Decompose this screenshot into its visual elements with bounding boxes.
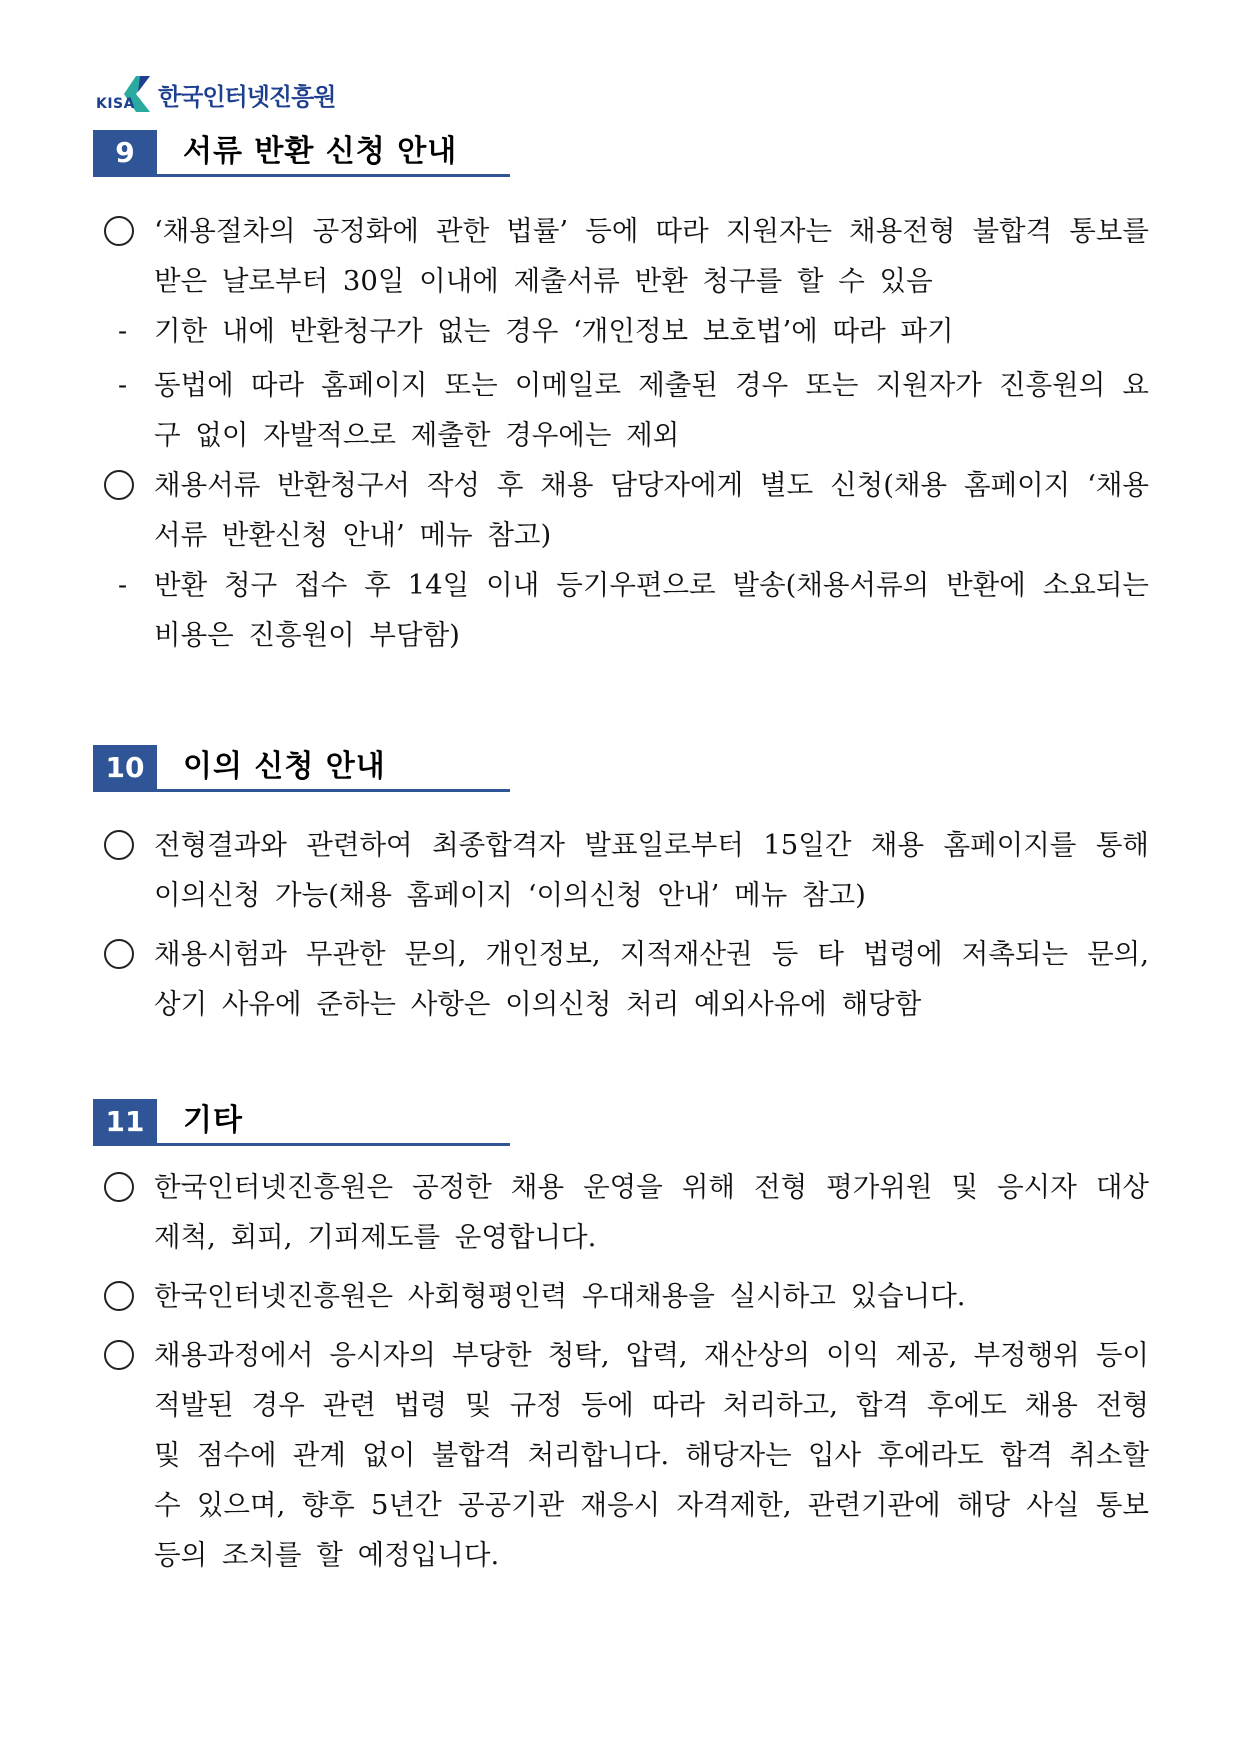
list-item [104, 820, 1149, 920]
circle-bullet-icon [104, 470, 134, 500]
item-text: 반환 청구 접수 후 14일 이내 등기우편으로 발송(채용서류의 반환에 소요되는 비용은 진흥원이 부담함) [154, 569, 1149, 651]
section-title: 서류 반환 신청 안내 [183, 134, 458, 169]
kisa-logo-mark [96, 72, 154, 116]
circle-bullet-icon [104, 1281, 134, 1311]
list-item [104, 1271, 1149, 1321]
item-text: 한국인터넷진흥원은 공정한 채용 운영을 위해 전형 평가위원 및 응시자 대상 제척, 회피, 기피제도를 운영합니다. [154, 1171, 1149, 1253]
section-header-11 [93, 1099, 510, 1146]
list-item [104, 360, 1149, 460]
item-text: 기한 내에 반환청구가 없는 경우 ‘개인정보 보호법’에 따라 파기 [154, 315, 954, 347]
circle-bullet-icon [104, 1172, 134, 1202]
list-item [104, 206, 1149, 306]
dash-bullet-icon: - [118, 370, 128, 401]
item-text: 채용서류 반환청구서 작성 후 채용 담당자에게 별도 신청(채용 홈페이지 ‘채용서류 반환신청 안내’ 메뉴 참고) [154, 469, 1149, 551]
logo-name: 한국인터넷진흥원 [158, 82, 336, 111]
section-number: 9 [93, 130, 157, 174]
item-text: ‘채용절차의 공정화에 관한 법률’ 등에 따라 지원자는 채용전형 불합격 통보를 받은 날로부터 30일 이내에 제출서류 반환 청구를 할 수 있음 [154, 215, 1149, 297]
circle-bullet-icon [104, 1340, 134, 1370]
section-number: 11 [93, 1099, 157, 1143]
circle-bullet-icon [104, 939, 134, 969]
circle-bullet-icon [104, 830, 134, 860]
kisa-logo [96, 72, 335, 116]
list-item [104, 306, 1149, 356]
item-text: 한국인터넷진흥원은 사회형평인력 우대채용을 실시하고 있습니다. [154, 1280, 966, 1312]
item-text: 채용과정에서 응시자의 부당한 청탁, 압력, 재산상의 이익 제공, 부정행위 등이 적발된 경우 관련 법령 및 규정 등에 따라 처리하고, 합격 후에도 채용 전형 및 점수에 관계 없이 불합격 처리합니다. 해당자는 입사 후에라도 합격 취소할 수 있으며, 향후 5년간 공공기관 재응시 자격제한, 관련기관에 해당 사실 통보 등의 조치를 할 예정입니다. [154, 1339, 1149, 1571]
section-number: 10 [93, 745, 157, 789]
section-header-10 [93, 745, 510, 792]
item-text: 채용시험과 무관한 문의, 개인정보, 지적재산권 등 타 법령에 저촉되는 문의, 상기 사유에 준하는 사항은 이의신청 처리 예외사유에 해당함 [154, 938, 1149, 1020]
dash-bullet-icon: - [118, 570, 128, 601]
logo-abbr: KISA [96, 96, 135, 112]
item-text: 전형결과와 관련하여 최종합격자 발표일로부터 15일간 채용 홈페이지를 통해 이의신청 가능(채용 홈페이지 ‘이의신청 안내’ 메뉴 참고) [154, 829, 1149, 911]
dash-bullet-icon: - [118, 316, 128, 347]
circle-bullet-icon [104, 216, 134, 246]
list-item [104, 460, 1149, 560]
list-item [104, 1162, 1149, 1262]
list-item [104, 560, 1149, 660]
section-header-9 [93, 130, 510, 177]
list-item [104, 929, 1149, 1029]
item-text: 동법에 따라 홈페이지 또는 이메일로 제출된 경우 또는 지원자가 진흥원의 요구 없이 자발적으로 제출한 경우에는 제외 [154, 369, 1149, 451]
section-title: 이의 신청 안내 [183, 749, 386, 784]
section-title: 기타 [183, 1103, 243, 1138]
list-item [104, 1330, 1149, 1580]
